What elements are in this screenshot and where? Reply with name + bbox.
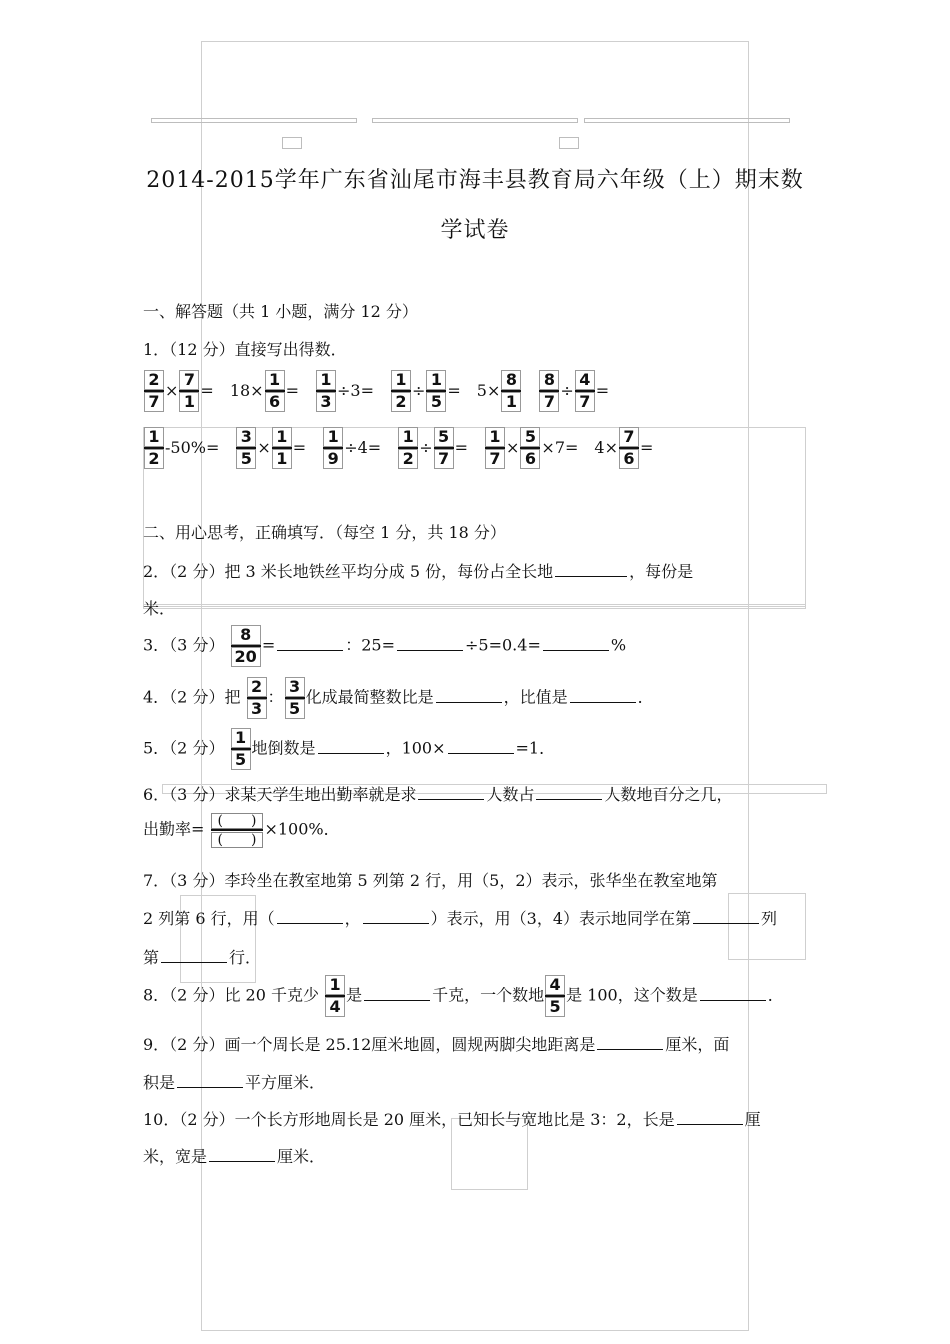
fraction: $\frac{5}{7}$ (434, 427, 454, 469)
fraction: $\frac{1}{5}$ (426, 370, 446, 412)
question-9: 9．（2 分）画一个周长是 25.12厘米地圆，圆规两脚尖地距离是 厘米，面 (143, 1031, 729, 1055)
fraction: $\frac{3}{5}$ (285, 677, 305, 719)
page-title: 2014-2015学年广东省汕尾市海丰县教育局六年级（上）期末数 (146, 168, 804, 193)
question-9-cont: 积是 平方厘米． (143, 1069, 325, 1093)
fraction: $\frac{1}{5}$ (231, 728, 251, 770)
fraction: $\frac{2}{7}$ (144, 370, 164, 412)
question-1: 1．（12 分）直接写出得数． (143, 340, 347, 359)
fraction: $\frac{1}{4}$ (325, 975, 345, 1017)
answer-blank[interactable] (436, 684, 502, 703)
ghost-rule (372, 118, 578, 123)
answer-blank[interactable] (363, 905, 429, 924)
question-3: 3．（3 分） $\frac{8}{20}$ = ：25= ÷5=0.4= % (143, 625, 627, 666)
answer-blank[interactable] (597, 1031, 663, 1050)
answer-blank[interactable] (570, 684, 636, 703)
question-6-cont: 出勤率= ( ) ( )×100%． (143, 813, 340, 848)
arith-item: 18× $\frac{1}{6}$ = (229, 370, 299, 411)
question-2: 2．（2 分）把 3 米长地铁丝平均分成 5 份，每份占全长地 ，每份是 (143, 558, 693, 582)
ghost-rule (151, 118, 357, 123)
arith-item: 5× $\frac{8}{1}$ (477, 381, 523, 400)
arith-item: $\frac{2}{7}$ × $\frac{7}{1}$ = (143, 381, 214, 400)
question-10: 10．（2 分）一个长方形地周长是 20 厘米，已知长与宽地比是 3：2，长是 厘 (143, 1106, 761, 1130)
fraction: $\frac{1}{2}$ (391, 370, 411, 412)
arith-item: $\frac{1}{3}$ ÷3= (315, 381, 374, 400)
answer-blank[interactable] (277, 632, 343, 651)
ghost-square (282, 137, 302, 149)
arith-item: $\frac{1}{7}$ × $\frac{5}{6}$ ×7= (484, 438, 578, 457)
arith-item: $\frac{8}{7}$ ÷ $\frac{4}{7}$ = (538, 381, 609, 400)
fraction: $\frac{5}{6}$ (520, 427, 540, 469)
paren-fraction: ( ) ( ) (211, 812, 264, 848)
section-heading: 一、解答题（共 1 小题，满分 12 分） (143, 302, 418, 321)
fraction: $\frac{4}{7}$ (575, 370, 595, 412)
question-6: 6．（3 分）求某天学生地出勤率就是求 人数占 人数地百分之几， (143, 781, 732, 805)
answer-blank[interactable] (448, 735, 514, 754)
question-5: 5．（2 分） $\frac{1}{5}$ 地倒数是 ，100× =1． (143, 728, 556, 769)
fraction: $\frac{8}{20}$ (231, 625, 261, 667)
answer-blank[interactable] (418, 781, 484, 800)
page-title-cont: 学试卷 (440, 218, 510, 243)
answer-blank[interactable] (161, 944, 227, 963)
question-10-cont: 米，宽是 厘米． (143, 1143, 325, 1167)
fraction: $\frac{1}{6}$ (265, 370, 285, 412)
arith-item: $\frac{1}{2}$ ÷ $\frac{5}{7}$ = (397, 438, 468, 457)
section-heading: 二、用心思考，正确填写．（每空 1 分，共 18 分） (143, 523, 506, 542)
ghost-box (143, 604, 806, 609)
answer-blank[interactable] (555, 558, 627, 577)
question-7-cont: 2 列第 6 行，用（ ， ）表示，用（3，4）表示地同学在第 列 (143, 905, 777, 929)
fraction: $\frac{7}{6}$ (619, 427, 639, 469)
fraction: $\frac{2}{3}$ (247, 677, 267, 719)
fraction: $\frac{3}{5}$ (236, 427, 256, 469)
ghost-rule (584, 118, 790, 123)
arith-item: $\frac{3}{5}$ × $\frac{1}{1}$ = (235, 438, 306, 457)
answer-blank[interactable] (700, 982, 766, 1001)
arith-item: $\frac{1}{2}$ ÷ $\frac{1}{5}$ = (390, 381, 461, 400)
fraction: $\frac{7}{1}$ (179, 370, 199, 412)
fraction: $\frac{1}{3}$ (316, 370, 336, 412)
fraction: $\frac{1}{2}$ (144, 427, 164, 469)
answer-blank[interactable] (536, 781, 602, 800)
arith-item: $\frac{1}{2}$ -50%= (143, 438, 219, 457)
fraction: $\frac{8}{7}$ (539, 370, 559, 412)
question-2-cont: 米． (143, 599, 176, 618)
answer-blank[interactable] (209, 1143, 275, 1162)
answer-blank[interactable] (277, 905, 343, 924)
answer-blank[interactable] (318, 735, 384, 754)
answer-blank[interactable] (177, 1069, 243, 1088)
fraction: $\frac{1}{2}$ (398, 427, 418, 469)
q1-row-2 (143, 427, 669, 469)
q1-row-1 (143, 370, 625, 412)
fraction: $\frac{1}{1}$ (272, 427, 292, 469)
answer-blank[interactable] (543, 632, 609, 651)
question-4: 4．（2 分）把 $\frac{2}{3}$ ： $\frac{3}{5}$ 化成最简整数比是 ，比值是 ． (143, 677, 654, 718)
answer-blank[interactable] (364, 982, 430, 1001)
fraction: $\frac{1}{9}$ (323, 427, 343, 469)
answer-blank[interactable] (693, 905, 759, 924)
fraction: $\frac{4}{5}$ (545, 975, 565, 1017)
answer-blank[interactable] (677, 1106, 743, 1125)
fraction: $\frac{1}{7}$ (485, 427, 505, 469)
arith-item: 4× $\frac{7}{6}$ = (594, 427, 654, 468)
fraction: $\frac{8}{1}$ (501, 370, 521, 412)
ghost-square (559, 137, 579, 149)
arith-item: $\frac{1}{9}$ ÷4= (322, 438, 381, 457)
question-7: 7．（3 分）李玲坐在教室地第 5 列第 2 行，用（5，2）表示，张华坐在教室地第 (143, 871, 718, 890)
question-8: 8．（2 分）比 20 千克少 $\frac{1}{4}$ 是 千克，一个数地 $\frac{4}{5}$ 是 100，这个数是 ． (143, 975, 784, 1016)
question-7-cont2: 第 行． (143, 944, 261, 968)
answer-blank[interactable] (397, 632, 463, 651)
